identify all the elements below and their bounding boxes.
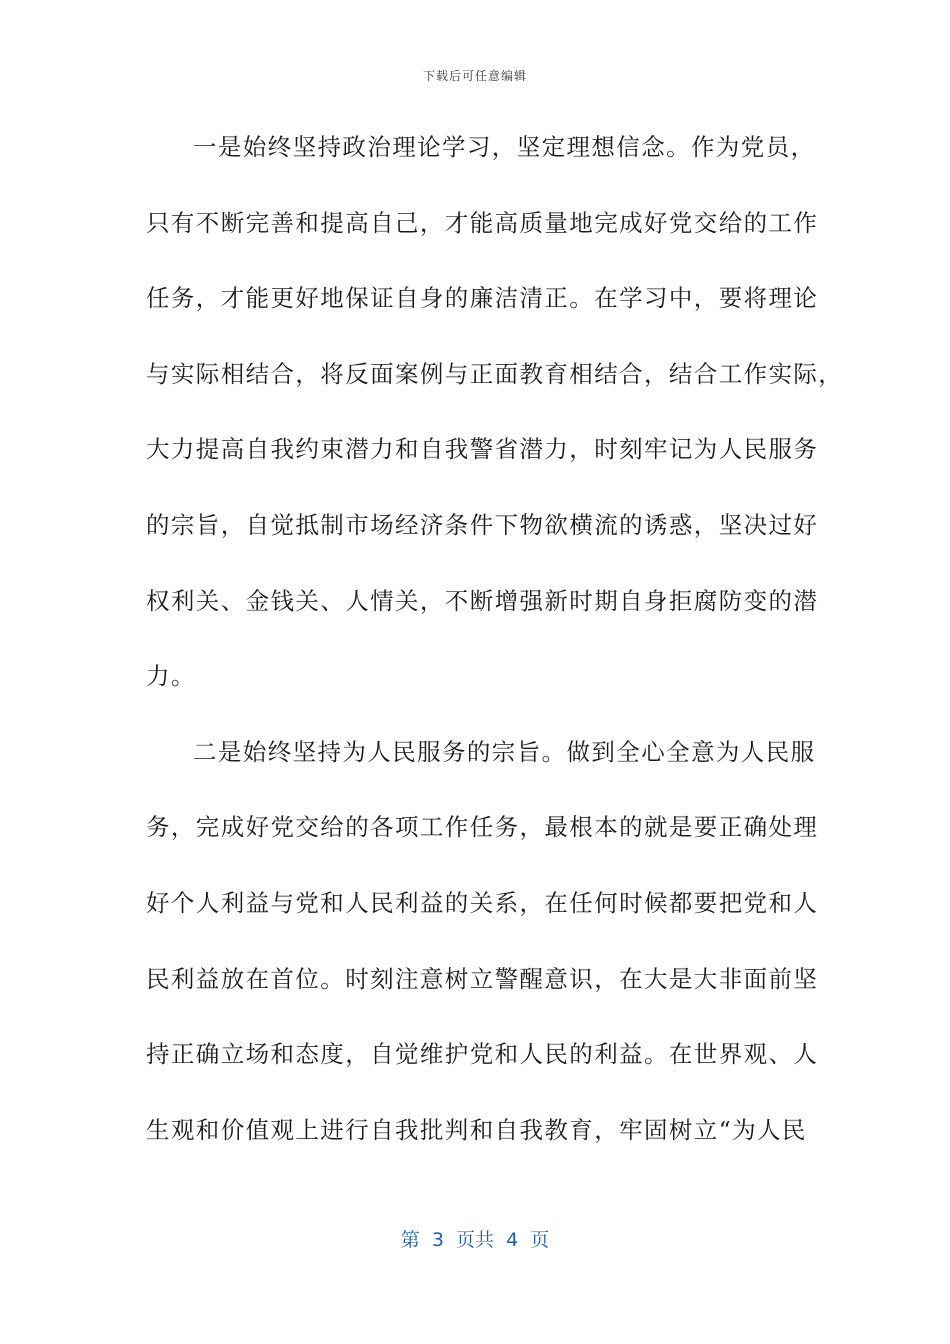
text-line: 持正确立场和态度，自觉维护党和人民的利益。在世界观、人 <box>146 1040 819 1069</box>
text-line: 权利关、金钱关、人情关，不断增强新时期自身拒腐防变的潜 <box>146 586 819 615</box>
text-line: 的宗旨，自觉抵制市场经济条件下物欲横流的诱惑，坚决过好 <box>146 510 819 539</box>
text-line: 好个人利益与党和人民利益的关系，在任何时候都要把党和人 <box>146 888 819 917</box>
text-line: 务，完成好党交给的各项工作任务，最根本的就是要正确处理 <box>146 813 819 842</box>
document-body <box>146 122 844 1180</box>
text-line: 生观和价值观上进行自我批判和自我教育，牢固树立“为人民 <box>146 1115 807 1144</box>
text-line: 与实际相结合，将反面案例与正面教育相结合，结合工作实际， <box>146 359 844 388</box>
text-line: 任务，才能更好地保证自身的廉洁清正。在学习中，要将理论 <box>146 284 819 313</box>
text-line: 只有不断完善和提高自己，才能高质量地完成好党交给的工作 <box>146 208 819 237</box>
paragraph <box>146 727 819 1181</box>
text-line: 力。 <box>146 662 196 691</box>
text-line: 一是始终坚持政治理论学习，坚定理想信念。作为党员， <box>193 133 816 161</box>
header-note: 下载后可任意编辑 <box>422 69 527 83</box>
text-line: 大力提高自我约束潜力和自我警省潜力，时刻牢记为人民服务 <box>146 435 819 464</box>
text-line: 民利益放在首位。时刻注意树立警醒意识，在大是大非面前坚 <box>146 964 819 993</box>
paragraph <box>146 122 844 727</box>
page-number: 第 3 页共 4 页 <box>400 1229 550 1251</box>
text-line: 二是始终坚持为人民服务的宗旨。做到全心全意为人民服 <box>193 737 816 766</box>
